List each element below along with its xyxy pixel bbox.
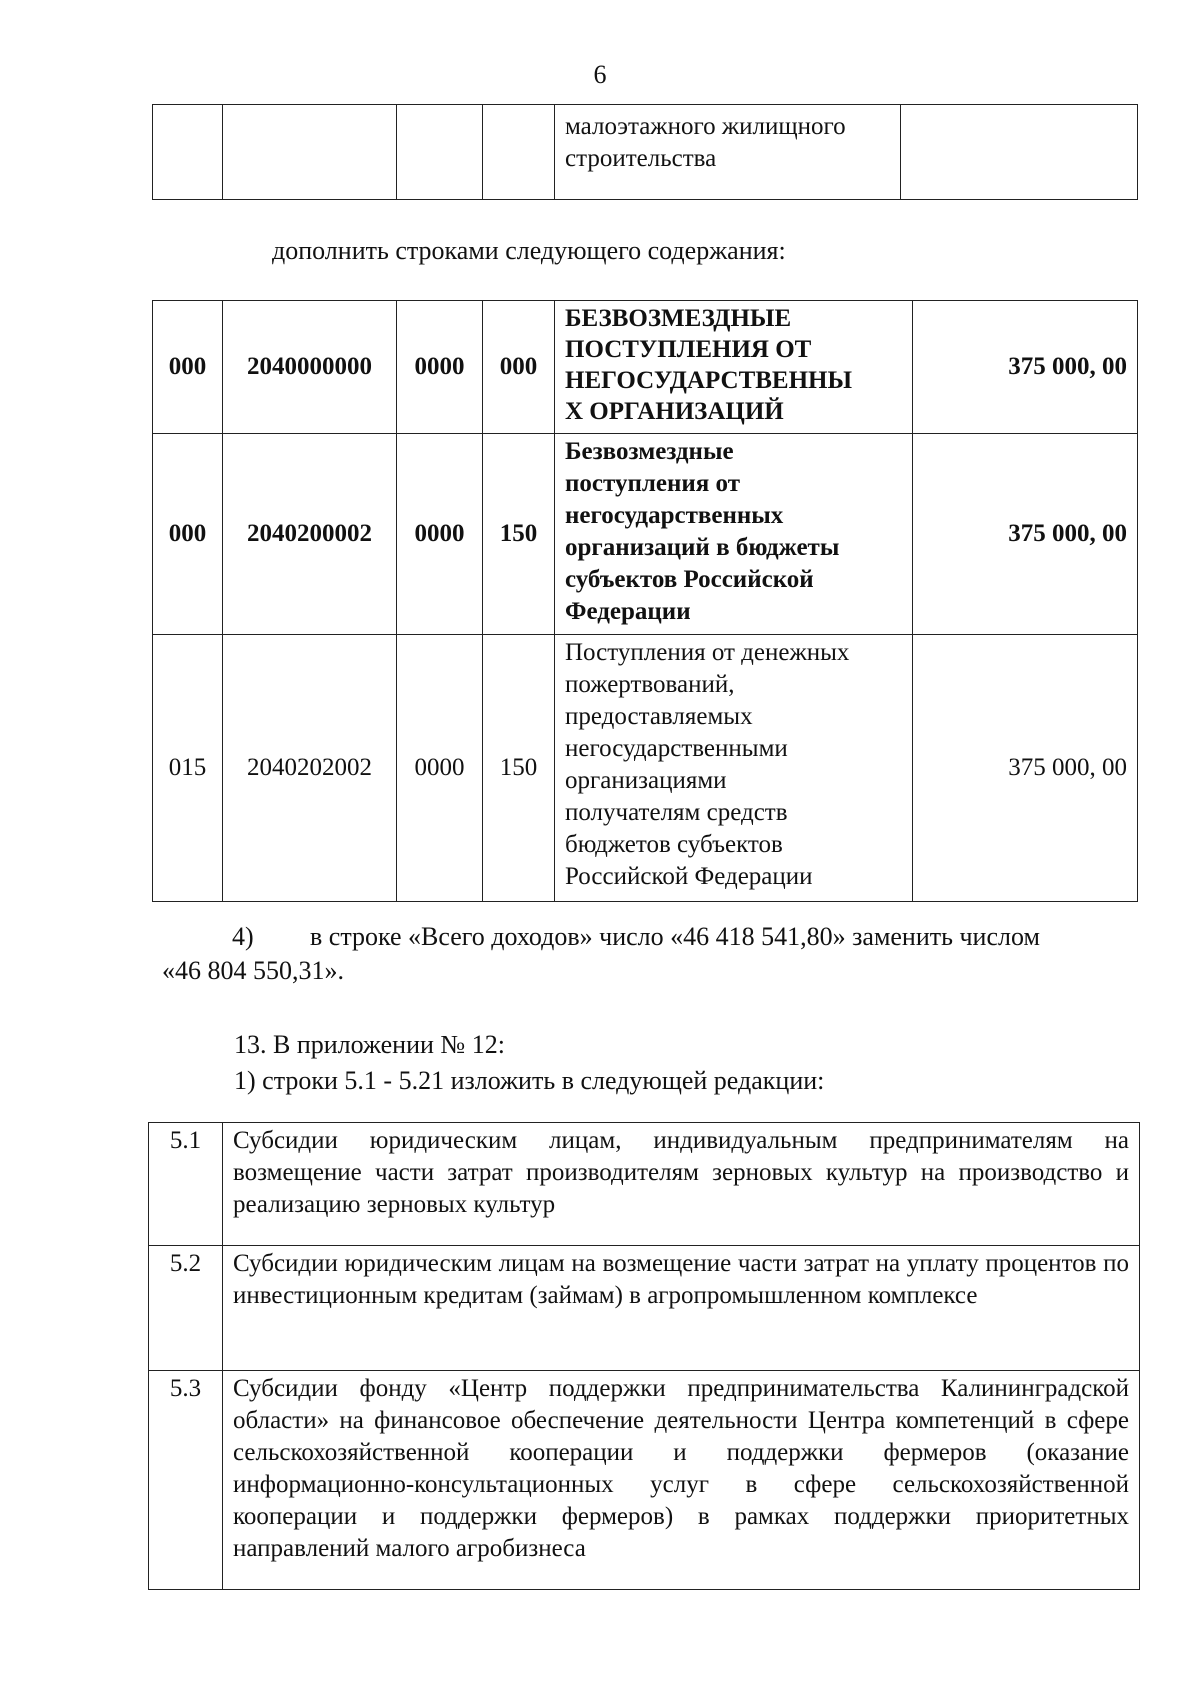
table-cell <box>901 105 1138 200</box>
row-number-cell: 5.1 <box>149 1123 223 1246</box>
description-line: предоставляемых <box>565 703 753 730</box>
table-row <box>149 1123 1140 1246</box>
amount-cell: 375 000, 00 <box>913 635 1138 902</box>
description-line: бюджетов субъектов <box>565 831 783 858</box>
paragraph-text-continued: «46 804 550,31». <box>162 956 344 985</box>
description-line: НЕГОСУДАРСТВЕННЫ <box>565 367 853 394</box>
sub-code-cell: 0000 <box>397 635 483 902</box>
description-line: Федерации <box>565 598 691 625</box>
subsidy-text-cell: Субсидии юридическим лицам на возмещение части затрат на уплату процентов по инвестиционным кредитам (займам) в агропромышленном комплексе <box>223 1246 1140 1371</box>
kind-code-cell: 000 <box>483 301 555 434</box>
lead-text: дополнить строками следующего содержания: <box>272 236 786 265</box>
description-line: Российской Федерации <box>565 863 813 890</box>
kind-code-cell: 150 <box>483 434 555 635</box>
paragraph-4 <box>162 920 1122 988</box>
table-row <box>149 1371 1140 1590</box>
description-line: малоэтажного жилищного <box>565 113 846 140</box>
table-row <box>153 105 1138 200</box>
section-heading: 13. В приложении № 12: <box>234 1030 505 1059</box>
description-line: получателям средств <box>565 799 788 826</box>
table-cell <box>397 105 483 200</box>
table-row <box>149 1246 1140 1371</box>
kbk-code-cell: 2040000000 <box>223 301 397 434</box>
kbk-code-cell: 2040200002 <box>223 434 397 635</box>
admin-code-cell: 000 <box>153 301 223 434</box>
amount-cell: 375 000, 00 <box>913 301 1138 434</box>
description-line: Х ОРГАНИЗАЦИЙ <box>565 398 784 425</box>
table-cell <box>223 105 397 200</box>
subsidy-text-cell: Субсидии фонду «Центр поддержки предпринимательства Калининградской области» на финансовое обеспечение деятельности Центра компетенций в сфере сельскохозяйственной кооперации и поддержки фермеров (оказание информационно-консультационных услуг в сфере сельскохозяйственной кооперации и поддержки фермеров) в рамках поддержки приоритетных направлений малого агробизнеса <box>223 1371 1140 1590</box>
description-line: ПОСТУПЛЕНИЯ ОТ <box>565 336 812 363</box>
description-line: поступления от <box>565 470 741 497</box>
table-row <box>153 635 1138 902</box>
paragraph-text: в строке «Всего доходов» число «46 418 541,80» заменить числом <box>310 922 1040 951</box>
sub-code-cell: 0000 <box>397 434 483 635</box>
description-line: Поступления от денежных <box>565 639 850 666</box>
description-line: организациями <box>565 767 727 794</box>
amount-cell: 375 000, 00 <box>913 434 1138 635</box>
kbk-code-cell: 2040202002 <box>223 635 397 902</box>
paragraph-number: 4) <box>232 922 254 951</box>
income-table <box>152 300 1138 902</box>
table-cell <box>153 105 223 200</box>
description-line: организаций в бюджеты <box>565 534 840 561</box>
description-line: пожертвований, <box>565 671 735 698</box>
admin-code-cell: 015 <box>153 635 223 902</box>
row-number-cell: 5.3 <box>149 1371 223 1590</box>
sub-code-cell: 0000 <box>397 301 483 434</box>
continuation-table <box>152 104 1138 200</box>
description-line: негосударственными <box>565 735 788 762</box>
description-line: Безвозмездные <box>565 438 734 465</box>
table-row <box>153 301 1138 434</box>
subsidies-table <box>148 1122 1140 1590</box>
table-cell <box>483 105 555 200</box>
description-line: негосударственных <box>565 502 784 529</box>
admin-code-cell: 000 <box>153 434 223 635</box>
description-cell <box>555 635 913 902</box>
kind-code-cell: 150 <box>483 635 555 902</box>
description-line: субъектов Российской <box>565 566 814 593</box>
description-cell <box>555 434 913 635</box>
section-subitem: 1) строки 5.1 - 5.21 изложить в следующей редакции: <box>234 1066 825 1095</box>
description-cell <box>555 301 913 434</box>
description-line: строительства <box>565 145 717 172</box>
subsidy-text-cell: Субсидии юридическим лицам, индивидуальным предпринимателям на возмещение части затрат производителям зерновых культур на производство и реализацию зерновых культур <box>223 1123 1140 1246</box>
table-cell-description <box>555 105 901 200</box>
page-number: 6 <box>593 60 607 89</box>
description-line: БЕЗВОЗМЕЗДНЫЕ <box>565 305 792 332</box>
row-number-cell: 5.2 <box>149 1246 223 1371</box>
table-row <box>153 434 1138 635</box>
